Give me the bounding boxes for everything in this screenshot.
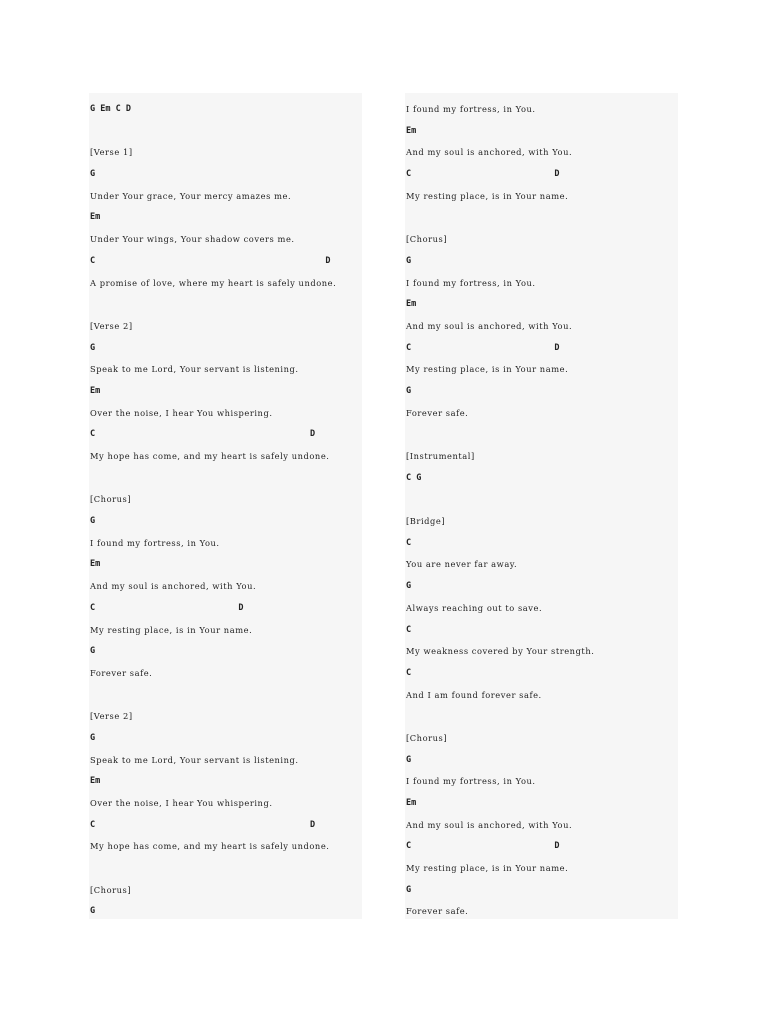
section-label: [Chorus] — [90, 494, 132, 505]
chord-line: C D — [90, 255, 331, 266]
lyric-line: And my soul is anchored, with You. — [406, 320, 573, 331]
section-label: [Bridge] — [406, 516, 446, 527]
lyric-line: And my soul is anchored, with You. — [406, 819, 573, 830]
chord-line: C D — [406, 342, 560, 353]
chord-line: G — [90, 732, 96, 743]
chord-line: C D — [406, 169, 560, 180]
lyric-line: I found my fortress, in You. — [406, 104, 536, 114]
chord-line: C D — [90, 819, 316, 830]
chord-line: Em — [90, 385, 101, 396]
chord-line: Em — [406, 125, 417, 136]
section-label: [Verse 2] — [90, 711, 133, 722]
lyric-line: I found my fortress, in You. — [90, 537, 220, 548]
lyric-line: My resting place, is in Your name. — [406, 863, 569, 874]
chord-line: G — [406, 385, 412, 396]
blank-line — [89, 468, 362, 490]
blank-line — [89, 294, 362, 316]
lyric-line: My resting place, is in Your name. — [90, 624, 253, 635]
lyrics-column-right — [405, 93, 678, 919]
chord-line: Em — [406, 798, 417, 808]
lyric-line: My weakness covered by Your strength. — [406, 646, 595, 657]
blank-line — [405, 489, 678, 511]
lyric-line: Speak to me Lord, Your servant is listening. — [90, 754, 299, 765]
lyric-line: And I am found forever safe. — [406, 689, 542, 700]
chord-line: C — [406, 667, 412, 678]
section-label: [Verse 1] — [90, 147, 133, 158]
chord-line: G — [90, 169, 96, 180]
chord-line: G — [406, 884, 412, 895]
lyrics-column-left — [89, 93, 362, 919]
section-label: [Chorus] — [406, 732, 448, 743]
lyric-line: Under Your wings, Your shadow covers me. — [90, 234, 295, 245]
chord-line: C D — [90, 602, 244, 613]
chord-line: C — [406, 624, 412, 635]
blank-line — [405, 207, 678, 229]
section-label: [Chorus] — [90, 884, 132, 895]
chord-line: G — [90, 906, 96, 917]
chord-line: G — [406, 581, 412, 592]
lyric-line: My resting place, is in Your name. — [406, 190, 569, 201]
section-label: [Instrumental] — [406, 451, 475, 461]
blank-line — [89, 121, 362, 143]
lyric-line: And my soul is anchored, with You. — [406, 147, 573, 158]
lyric-line: Over the noise, I hear You whispering. — [90, 407, 273, 418]
lyric-line: Forever safe. — [406, 407, 469, 418]
chord-line: C G — [406, 472, 422, 483]
chord-line: Em — [406, 299, 417, 310]
blank-line — [89, 858, 362, 880]
blank-line — [89, 685, 362, 707]
chord-line: G — [90, 342, 96, 353]
chord-line: G — [406, 754, 412, 765]
lyric-line: My resting place, is in Your name. — [406, 364, 569, 375]
lyric-line: Speak to me Lord, Your servant is listening. — [90, 364, 299, 375]
lyric-line: I found my fortress, in You. — [406, 277, 536, 288]
lyric-line: I found my fortress, in You. — [406, 776, 536, 787]
blank-line — [405, 706, 678, 728]
chord-line: C D — [406, 841, 560, 852]
chord-line: G — [406, 255, 412, 266]
lyric-line: Always reaching out to save. — [406, 602, 543, 613]
chord-line: G — [90, 516, 96, 527]
chord-line: G — [90, 646, 96, 657]
chord-line: G Em C D — [90, 104, 131, 114]
lyric-line: You are never far away. — [406, 559, 518, 570]
lyric-line: Forever safe. — [90, 667, 153, 678]
section-label: [Chorus] — [406, 234, 448, 245]
lyric-line: Over the noise, I hear You whispering. — [90, 798, 273, 808]
lyric-line: Forever safe. — [406, 906, 469, 917]
chord-line: C D — [90, 429, 316, 440]
chord-line: Em — [90, 212, 101, 223]
lyric-line: My hope has come, and my heart is safely undone. — [90, 451, 330, 461]
chord-line: Em — [90, 559, 101, 570]
section-label: [Verse 2] — [90, 320, 133, 331]
lyric-line: A promise of love, where my heart is safely undone. — [90, 277, 337, 288]
chord-line: C — [406, 537, 412, 548]
chord-line: Em — [90, 776, 101, 787]
lyric-line: Under Your grace, Your mercy amazes me. — [90, 190, 292, 201]
lyric-line: And my soul is anchored, with You. — [90, 581, 257, 592]
lyric-line: My hope has come, and my heart is safely undone. — [90, 841, 330, 852]
blank-line — [405, 424, 678, 446]
